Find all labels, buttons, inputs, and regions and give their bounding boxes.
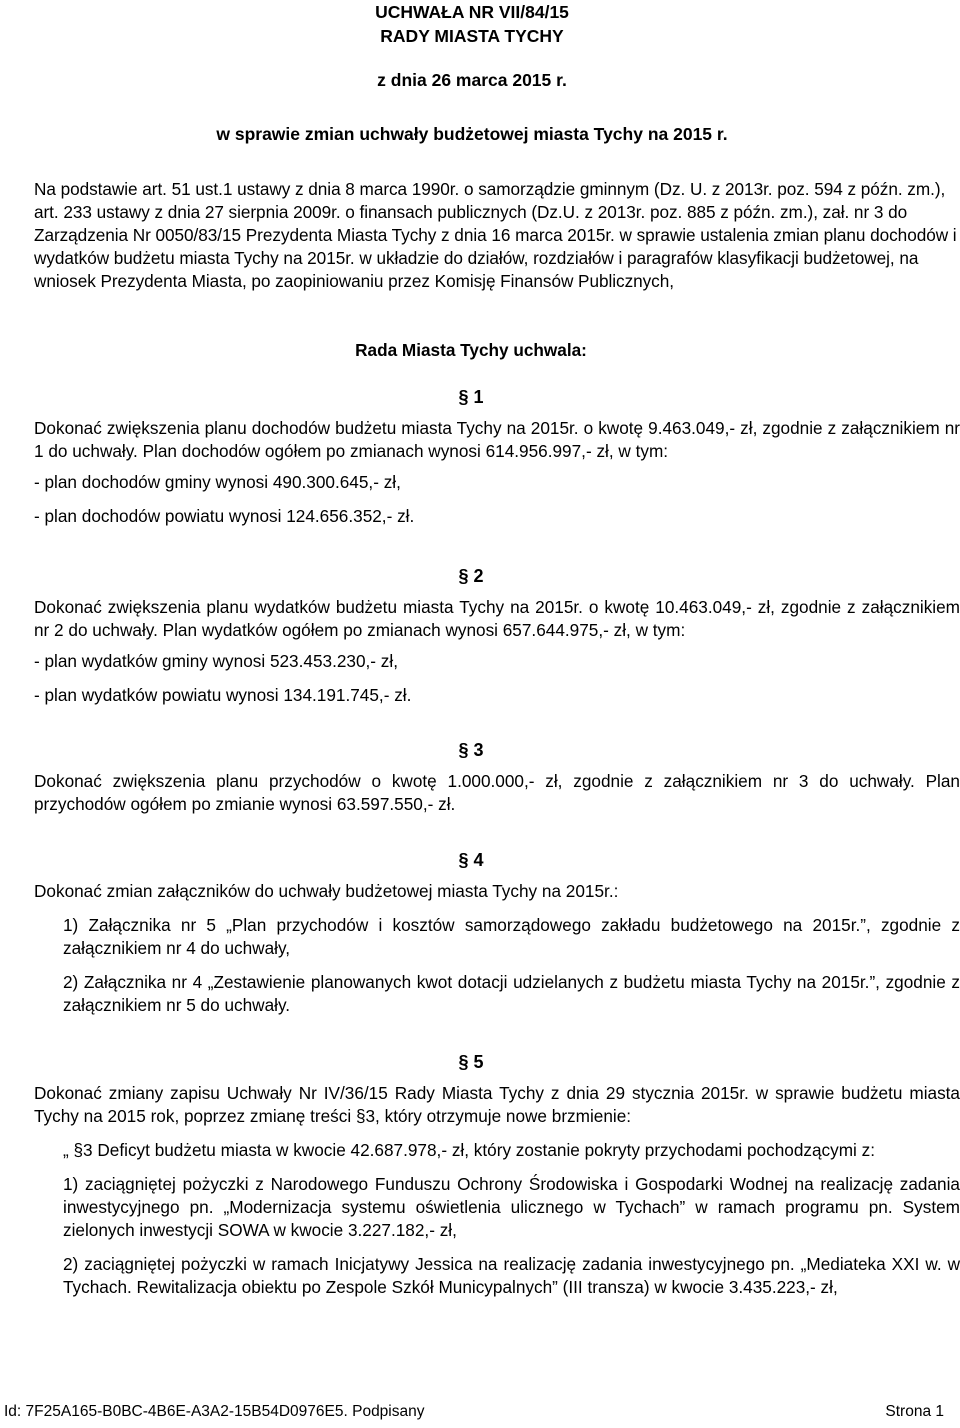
council-name: RADY MIASTA TYCHY bbox=[380, 26, 564, 46]
section-list bbox=[34, 471, 960, 528]
resolution-date: z dnia 26 marca 2015 r. bbox=[377, 70, 567, 90]
page-number: Strona 1 bbox=[885, 1403, 944, 1420]
preamble: Na podstawie art. 51 ust.1 ustawy z dnia 8 marca 1990r. o samorządzie gminnym (Dz. U. z 2013r. poz. 594 z późn. zm.), art. 233 ustawy z dnia 27 sierpnia 2009r. o finansach publicznych (Dz.U. z 2013r. poz. 885 z późn. zm.), zał. nr 3 do Zarządzenia Nr 0050/83/15 Prezydenta Miasta Tychy z dnia 16 marca 2015r. w sprawie ustalenia zmian planu dochodów i wydatków budżetu miasta Tychy na 2015r. w układzie do działów, rozdziałów i paragrafów klasyfikacji budżetowej, na wniosek Prezydenta Miasta, po zaopiniowaniu przez Komisję Finansów Publicznych, bbox=[34, 179, 957, 291]
resolution-subject: w sprawie zmian uchwały budżetowej miasta Tychy na 2015 r. bbox=[216, 124, 728, 144]
resolution-header bbox=[0, 0, 960, 146]
section-text: Dokonać zwiększenia planu wydatków budżetu miasta Tychy na 2015r. o kwotę 10.463.049,- zł, zgodnie z załącznikiem nr 2 do uchwały. Plan wydatków ogółem po zmianach wynosi 657.644.975,- zł, w tym: bbox=[34, 597, 960, 640]
list-item: 1) Załącznika nr 5 „Plan przychodów i kosztów samorządowego zakładu budżetowego na 2015r.”, zgodnie z załącznikiem nr 4 do uchwały, bbox=[63, 915, 960, 958]
council-decision: Rada Miasta Tychy uchwala: bbox=[355, 340, 587, 360]
document-id: Id: 7F25A165-B0BC-4B6E-A3A2-15B54D0976E5. Podpisany bbox=[4, 1403, 425, 1420]
list-item: - plan dochodów powiatu wynosi 124.656.352,- zł. bbox=[34, 506, 415, 526]
list-item: 1) zaciągniętej pożyczki z Narodowego Funduszu Ochrony Środowiska i Gospodarki Wodnej na realizację zadania inwestycyjnego pn. „Modernizacja systemu oświetlenia ulicznego w Tychach” w ramach programu pn. System zielonych inwestycji SOWA w kwocie 3.227.182,- zł, bbox=[63, 1174, 960, 1240]
section-text: Dokonać zwiększenia planu dochodów budżetu miasta Tychy na 2015r. o kwotę 9.463.049,- zł, zgodnie z załącznikiem nr 1 do uchwały. Plan dochodów ogółem po zmianach wynosi 614.956.997,- zł, w tym: bbox=[34, 418, 960, 461]
list-item: - plan dochodów gminy wynosi 490.300.645,- zł, bbox=[34, 472, 401, 492]
section-text: Dokonać zmiany zapisu Uchwały Nr IV/36/15 Rady Miasta Tychy z dnia 29 stycznia 2015r. w sprawie budżetu miasta Tychy na 2015 rok, poprzez zmianę treści §3, który otrzymuje nowe brzmienie: bbox=[34, 1083, 960, 1126]
list-item: - plan wydatków powiatu wynosi 134.191.745,- zł. bbox=[34, 685, 412, 705]
section-number: § 3 bbox=[458, 740, 484, 760]
section-list bbox=[34, 1173, 960, 1299]
section-number: § 5 bbox=[458, 1052, 484, 1072]
list-item: 2) Załącznika nr 4 „Zestawienie planowanych kwot dotacji udzielanych z budżetu miasta Tychy na 2015r.”, zgodnie z załącznikiem nr 5 do uchwały. bbox=[63, 972, 960, 1015]
document-page bbox=[34, 0, 960, 1428]
section-number: § 2 bbox=[458, 566, 484, 586]
section-list bbox=[34, 914, 960, 1017]
page-footer bbox=[0, 1404, 960, 1428]
list-item: - plan wydatków gminy wynosi 523.453.230,- zł, bbox=[34, 651, 398, 671]
section-text: Dokonać zmian załączników do uchwały budżetowej miasta Tychy na 2015r.: bbox=[34, 881, 619, 901]
resolution-number: UCHWAŁA NR VII/84/15 bbox=[375, 2, 569, 22]
section-list bbox=[34, 650, 960, 707]
section-number: § 4 bbox=[458, 850, 484, 870]
section-text: Dokonać zwiększenia planu przychodów o kwotę 1.000.000,- zł, zgodnie z załącznikiem nr 3 do uchwały. Plan przychodów ogółem po zmianie wynosi 63.597.550,- zł. bbox=[34, 771, 960, 814]
section-number: § 1 bbox=[458, 387, 484, 407]
quoted-paragraph: „ §3 Deficyt budżetu miasta w kwocie 42.687.978,- zł, który zostanie pokryty przychodami pochodzącymi z: bbox=[63, 1140, 875, 1160]
list-item: 2) zaciągniętej pożyczki w ramach Inicjatywy Jessica na realizację zadania inwestycyjnego pn. „Mediateka XXI w. w Tychach. Rewitalizacja obiektu po Zespole Szkół Municypalnych” (III transza) w kwocie 3.435.223,- zł, bbox=[63, 1254, 960, 1297]
